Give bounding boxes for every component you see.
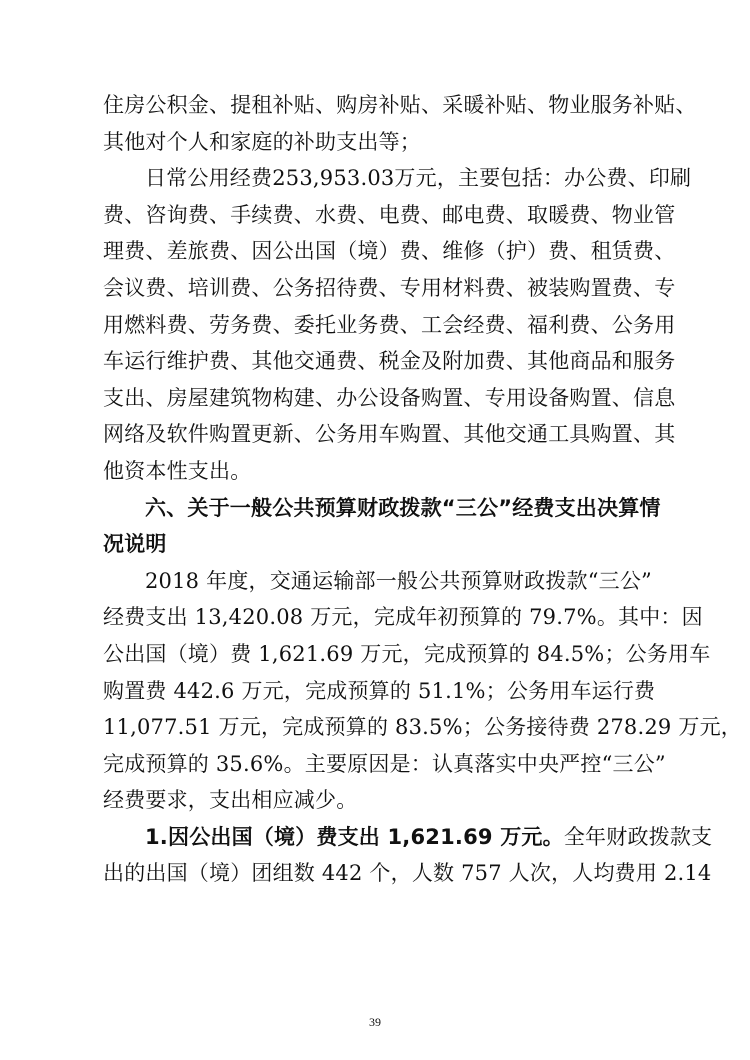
- p3-line-2: 经费支出 13,420.08 万元，完成年初预算的 79.7%。其中：因: [103, 605, 703, 630]
- section-heading-line-1: 六、关于一般公共预算财政拨款“三公”经费支出决算情: [145, 495, 661, 520]
- p2-line-5: 用燃料费、劳务费、委托业务费、工会经费、福利费、公务用: [103, 312, 676, 337]
- p4-rest: 全年财政拨款支: [563, 824, 713, 849]
- p2-line-7: 支出、房屋建筑物构建、办公设备购置、专用设备购置、信息: [103, 385, 676, 410]
- p2-line-6: 车运行维护费、其他交通费、税金及附加费、其他商品和服务: [103, 349, 676, 374]
- section-heading-line-2: 况说明: [103, 532, 167, 557]
- p2-line-3: 理费、差旅费、因公出国（境）费、维修（护）费、租赁费、: [103, 239, 676, 264]
- p1-line-2: 其他对个人和家庭的补助支出等；: [103, 129, 421, 154]
- body-text: [103, 87, 742, 892]
- page-number: 39: [369, 1015, 381, 1029]
- p4-line-2: 出的出国（境）团组数 442 个，人数 757 人次，人均费用 2.14: [103, 861, 712, 886]
- p2-line-2: 费、咨询费、手续费、水费、电费、邮电费、取暖费、物业管: [103, 202, 676, 227]
- p2-line-4: 会议费、培训费、公务招待费、专用材料费、被装购置费、专: [103, 275, 676, 300]
- p2-line-8: 网络及软件购置更新、公务用车购置、其他交通工具购置、其: [103, 422, 676, 447]
- p1-line-1: 住房公积金、提租补贴、购房补贴、采暖补贴、物业服务补贴、: [103, 93, 697, 117]
- p3-line-3: 公出国（境）费 1,621.69 万元，完成预算的 84.5%；公务用车: [103, 641, 711, 666]
- p2-line-9: 他资本性支出。: [103, 458, 252, 483]
- p3-line-1: 2018 年度，交通运输部一般公共预算财政拨款“三公”: [145, 568, 652, 593]
- p2-line-1: 日常公用经费253,953.03万元，主要包括：办公费、印刷: [145, 166, 692, 191]
- p3-line-6: 完成预算的 35.6%。主要原因是：认真落实中央严控“三公”: [103, 751, 666, 776]
- p4-bold-lead: 1.因公出国（境）费支出 1,621.69 万元。: [145, 824, 564, 849]
- p3-line-7: 经费要求，支出相应减少。: [103, 788, 358, 813]
- p4-line-1: [103, 819, 713, 856]
- p3-line-4: 购置费 442.6 万元，完成预算的 51.1%；公务用车运行费: [103, 678, 656, 703]
- p3-line-5: 11,077.51 万元，完成预算的 83.5%；公务接待费 278.29 万元，: [103, 715, 742, 740]
